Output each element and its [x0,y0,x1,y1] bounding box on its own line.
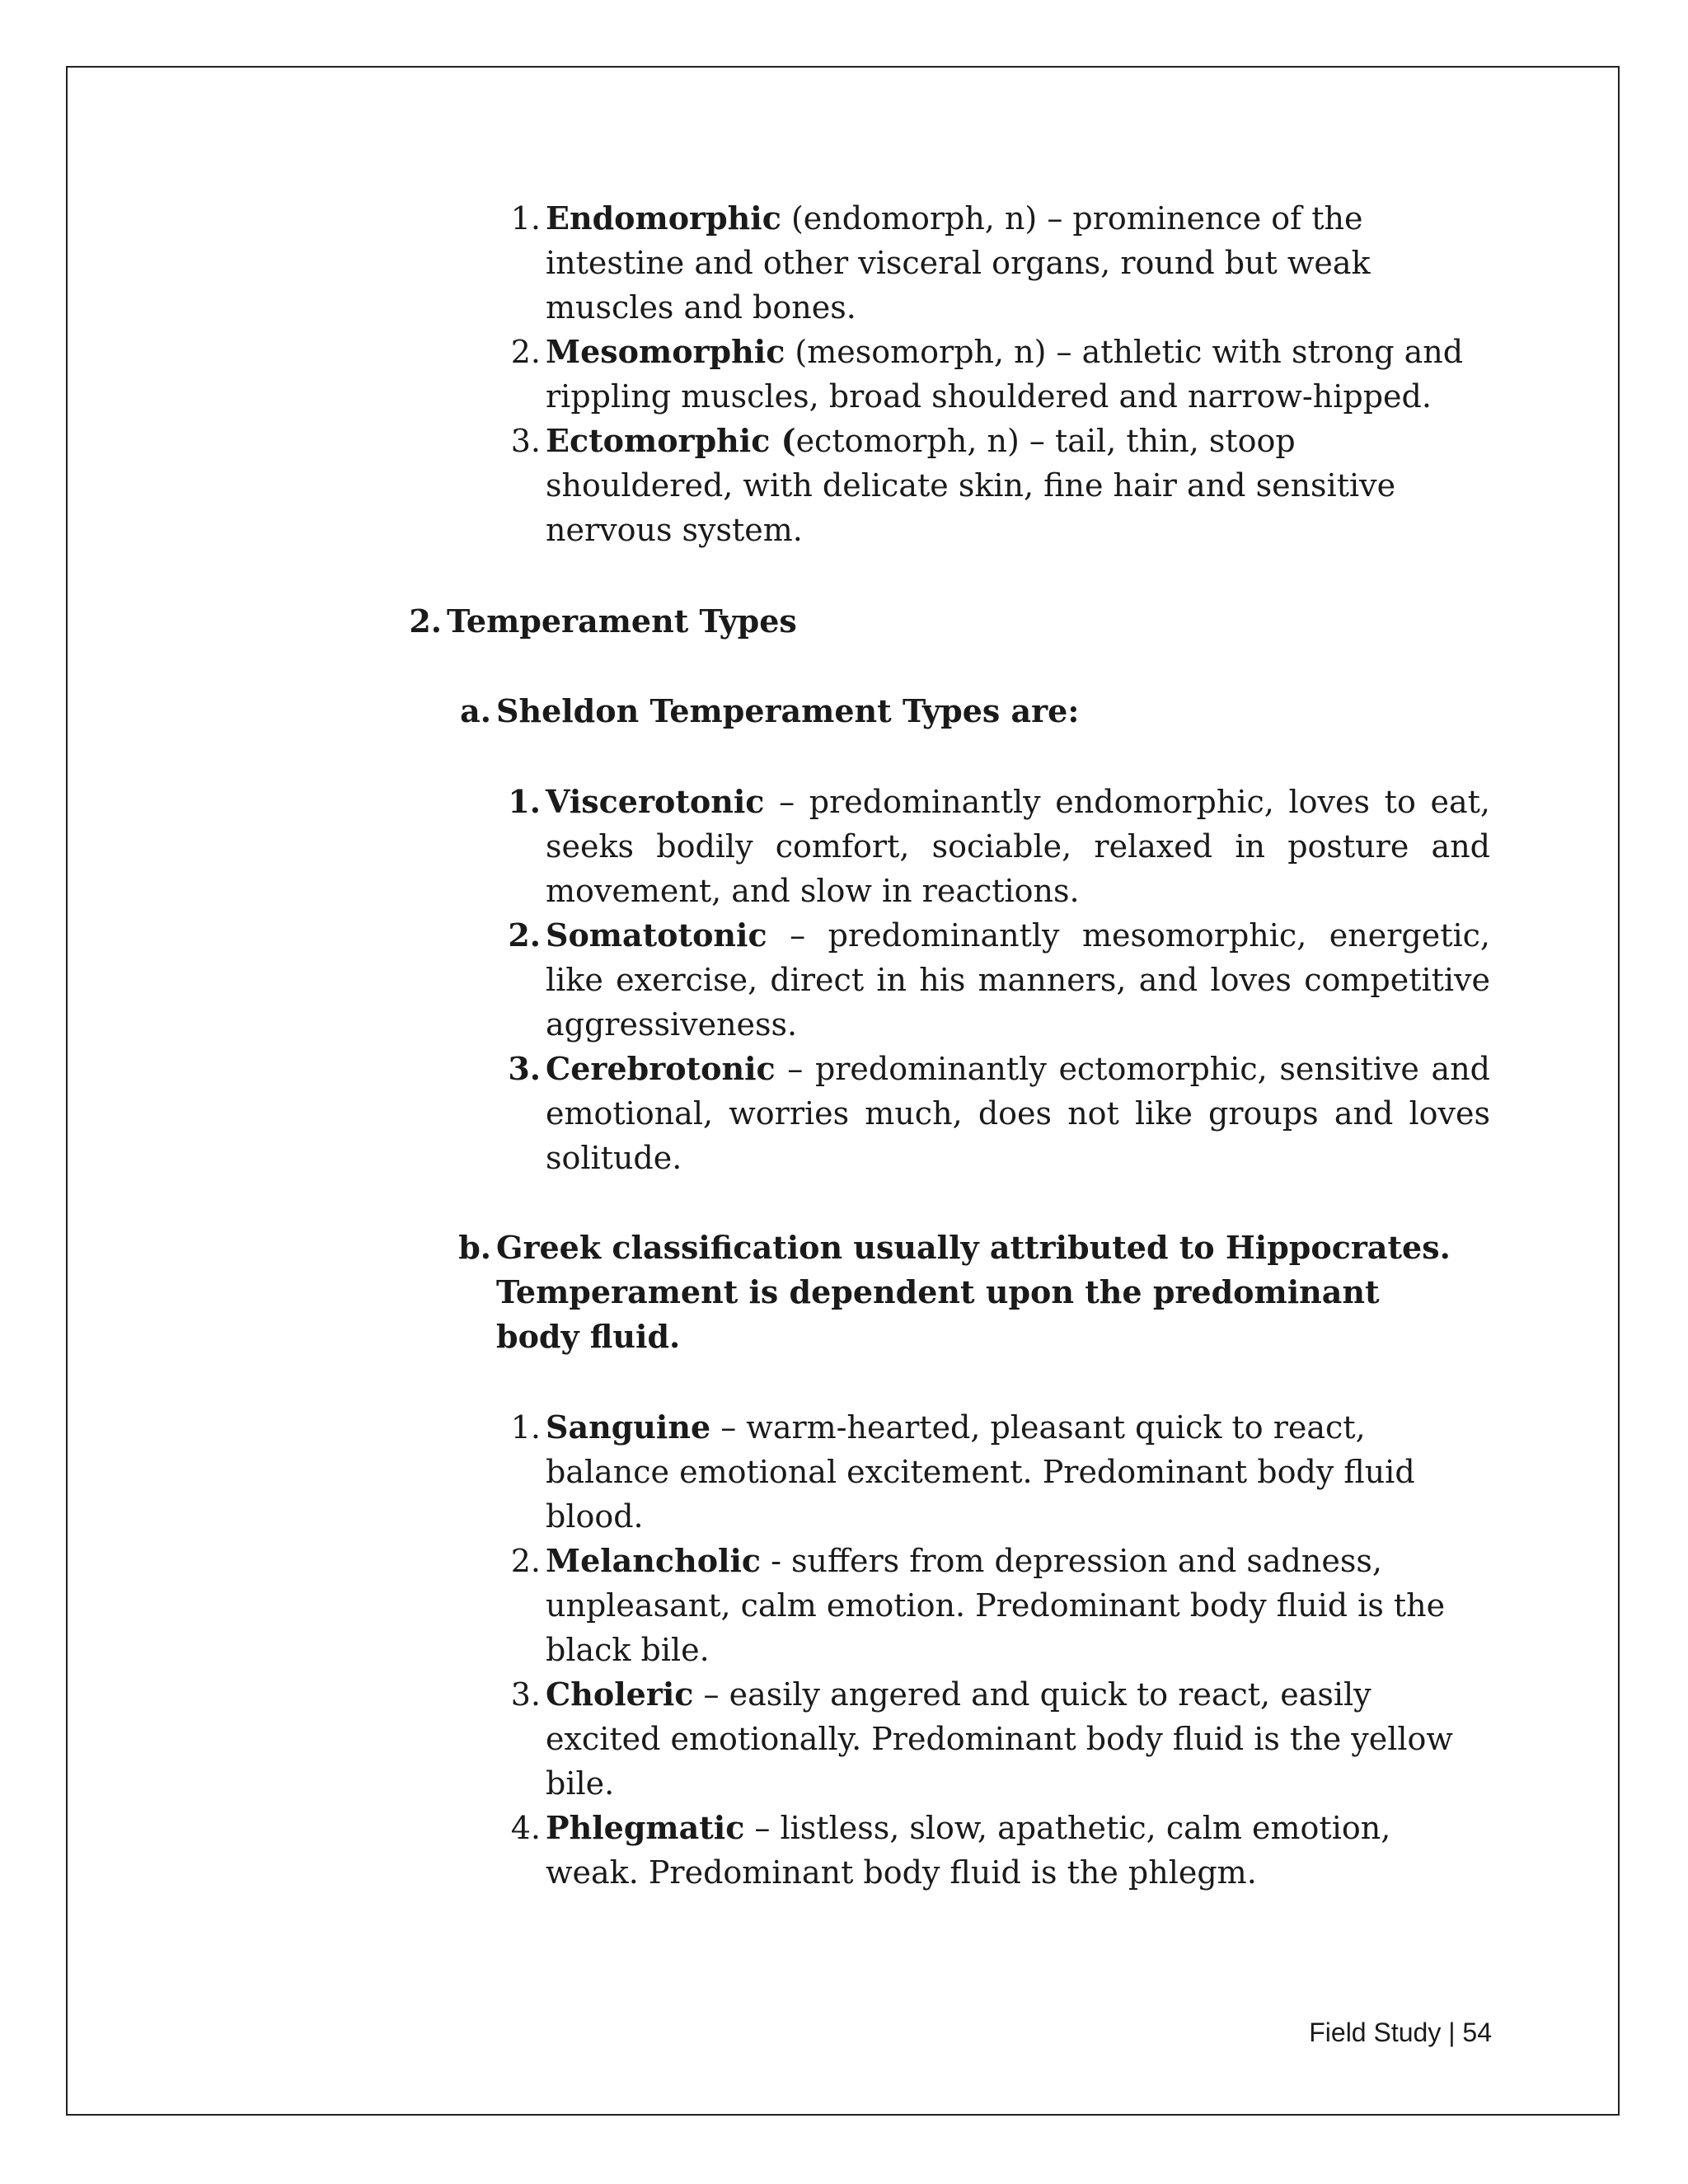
item-text: – predominantly ectomorphic, sensitive and emotional, worries much, does not like groups and loves solitude. [546,1051,1490,1176]
item-number: 4. [510,1810,541,1846]
item-number: 3. [510,423,541,459]
heading-title: Sheldon Temperament Types are: [496,692,1080,729]
section-heading [409,599,1436,644]
item-text: – warm-hearted, pleasant quick to react, balance emotional excitement. Predominant body fluid blood. [546,1409,1415,1535]
page-footer: Field Study | 54 [1309,2018,1492,2047]
subsection-heading-b [458,1226,1469,1359]
item-text: – predominantly mesomorphic, energetic, like exercise, direct in his manners, and loves competitive aggressiveness. [546,917,1490,1043]
list-item [510,196,1469,330]
item-term: Endomorphic [546,199,781,237]
list-item [510,1405,1477,1539]
item-term: Melancholic [546,1542,762,1579]
list-item [510,1672,1477,1806]
heading-number: a. [460,692,491,729]
sheldon-types-list [508,780,1490,1180]
item-number: 3. [508,1050,541,1087]
item-number: 1. [510,1409,541,1446]
item-term: Viscerotonic [546,783,765,820]
heading-number: 2. [409,602,442,640]
item-term: Ectomorphic ( [546,422,796,459]
item-number: 1. [510,200,541,237]
list-item [508,1047,1490,1180]
subsection-heading-a [460,689,1485,733]
item-text: – predominantly endomorphic, loves to eat, seeks bodily comfort, sociable, relaxed in posture and movement, and slow in reactions. [546,784,1490,909]
item-text: (mesomorph, n) – athletic with strong and rippling muscles, broad shouldered and narrow-hipped. [546,334,1464,415]
item-number: 2. [510,1543,541,1579]
greek-types-list [510,1405,1477,1895]
list-item [510,1539,1477,1672]
heading-title: Greek classification usually attributed to Hippocrates. Temperament is dependent upon the predominant body fluid. [496,1229,1451,1355]
list-item [510,330,1469,419]
body-types-list [510,196,1469,552]
item-text: ectomorph, n) – tail, thin, stoop shouldered, with delicate skin, fine hair and sensitive nervous system. [546,423,1396,548]
heading-title: Temperament Types [447,602,797,640]
item-text: - suffers from depression and sadness, unpleasant, calm emotion. Predominant body fluid is the black bile. [546,1543,1446,1668]
item-text: (endomorph, n) – prominence of the intestine and other visceral organs, round but weak muscles and bones. [546,200,1371,326]
item-number: 3. [510,1676,541,1713]
item-term: Sanguine [546,1408,711,1446]
item-number: 1. [508,783,541,820]
item-term: Choleric [546,1675,694,1713]
item-text: – easily angered and quick to react, easily excited emotionally. Predominant body fluid is the yellow bile. [546,1676,1453,1802]
item-term: Phlegmatic [546,1809,745,1846]
item-text: – listless, slow, apathetic, calm emotion, weak. Predominant body fluid is the phlegm. [546,1810,1391,1891]
list-item [510,419,1469,552]
item-term: Mesomorphic [546,333,785,370]
item-term: Cerebrotonic [546,1050,776,1087]
list-item [510,1806,1477,1895]
list-item [508,780,1490,913]
item-number: 2. [510,334,541,370]
item-number: 2. [508,916,541,954]
list-item [508,913,1490,1047]
heading-number: b. [458,1229,491,1266]
item-term: Somatotonic [546,916,767,954]
